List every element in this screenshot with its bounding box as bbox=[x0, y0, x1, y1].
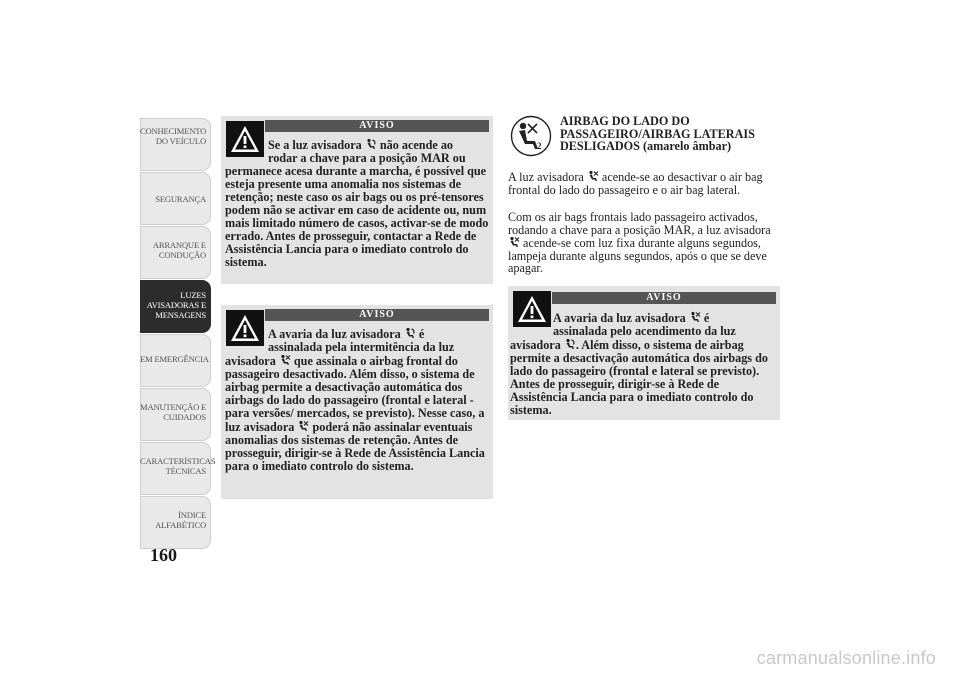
tab-label: TÉCNICAS bbox=[165, 466, 206, 476]
tab-label: CONHECIMENTO bbox=[140, 126, 207, 136]
title-line: PASSAGEIRO/AIRBAG LATERAIS bbox=[560, 126, 755, 141]
text: A avaria da luz avisadora bbox=[268, 327, 401, 341]
section-title bbox=[560, 115, 790, 153]
title-line: DESLIGADOS (amarelo âmbar) bbox=[560, 139, 732, 153]
passenger-airbag-off-lamp-icon bbox=[587, 170, 599, 182]
tab-label: SEGURANÇA bbox=[155, 194, 206, 204]
tab-conhecimento[interactable] bbox=[140, 118, 211, 171]
warning-text bbox=[510, 311, 778, 417]
warning-heading: AVISO bbox=[265, 309, 489, 321]
title-line: AIRBAG DO LADO DO bbox=[560, 114, 690, 128]
warning-heading: AVISO bbox=[265, 120, 489, 132]
page-number: 160 bbox=[150, 545, 177, 565]
text: é bbox=[703, 311, 710, 325]
tab-luzes-avisadoras[interactable] bbox=[140, 280, 211, 333]
text: é bbox=[418, 327, 425, 341]
tab-label: ALFABÉTICO bbox=[155, 520, 206, 530]
text: avisadora bbox=[510, 338, 561, 352]
text: Com os air bags frontais lado passageiro activados, rodando a chave para a posição MAR, a luz avisadora bbox=[508, 210, 771, 237]
paragraph-2 bbox=[508, 211, 783, 275]
text: assinalada pela intermitência da luz bbox=[268, 340, 455, 354]
airbag-warning-lamp-icon bbox=[404, 327, 416, 339]
tab-label: LUZES bbox=[180, 290, 206, 300]
icon-number: 2 bbox=[537, 141, 542, 151]
tab-label: MANUTENÇÃO E bbox=[140, 402, 207, 412]
tab-label: EM EMERGÊNCIA bbox=[140, 354, 209, 364]
text: . Além disso, o sistema de airbag permite a desactivação automática dos airbags do lado do passageiro (frontal e lateral se previsto). Antes de prosseguir, dirigir-se à Rede de Assistência Lancia para o imediato controlo do sistema. bbox=[510, 338, 768, 417]
passenger-airbag-off-lamp-icon bbox=[297, 420, 309, 432]
tab-label: MENSAGENS bbox=[155, 310, 206, 320]
passenger-airbag-off-lamp-icon bbox=[689, 311, 701, 323]
text: A luz avisadora bbox=[508, 170, 584, 184]
warning-box-3 bbox=[508, 286, 780, 420]
tab-label: ÍNDICE bbox=[178, 510, 206, 520]
tab-caracteristicas[interactable] bbox=[140, 442, 216, 495]
tab-arranque[interactable] bbox=[140, 226, 211, 279]
text: avisadora bbox=[225, 354, 276, 368]
tab-seguranca[interactable] bbox=[140, 172, 211, 225]
warning-text bbox=[225, 138, 491, 269]
text: poderá não assinalar eventuais anomalias dos sistemas de retenção. Antes de prosseguir, dirigir-se à Rede de Assistência Lancia para o imediato controlo do sistema. bbox=[225, 420, 485, 473]
text: rodar a chave para a posição MAR ou bbox=[268, 151, 466, 165]
airbag-warning-lamp-icon bbox=[365, 138, 377, 150]
warning-box-2 bbox=[221, 305, 493, 499]
airbag-warning-lamp-icon bbox=[564, 338, 576, 350]
warning-box-1 bbox=[221, 116, 493, 284]
warning-heading: AVISO bbox=[552, 292, 776, 304]
text: não acende ao bbox=[379, 138, 453, 152]
text: A avaria da luz avisadora bbox=[553, 311, 686, 325]
tab-label: CARACTERÍSTICAS bbox=[140, 456, 216, 466]
text: acende-se com luz fixa durante alguns segundos, lampeja durante alguns segundos, após o que se deve apagar. bbox=[508, 236, 767, 275]
text: que assinala o airbag frontal do passageiro desactivado. Além disso, o sistema de airbag permite a desactivação automática dos airbags do lado do passageiro (frontal e lateral - para versões/ mercados, se previsto). Nesse caso, a luz avisadora bbox=[225, 354, 485, 434]
tab-emergencia[interactable] bbox=[140, 334, 211, 387]
watermark: carmanualsonline.info bbox=[756, 648, 936, 668]
tab-label: CONDUÇÃO bbox=[158, 250, 206, 260]
chapter-tabs bbox=[140, 118, 216, 550]
text: assinalada pelo acendimento da luz bbox=[553, 324, 736, 338]
paragraph-1 bbox=[508, 170, 783, 196]
warning-text bbox=[225, 327, 491, 473]
tab-indice[interactable] bbox=[140, 496, 211, 549]
text: Se a luz avisadora bbox=[268, 138, 362, 152]
tab-label: CUIDADOS bbox=[163, 412, 206, 422]
tab-manutencao[interactable] bbox=[140, 388, 211, 441]
tab-label: DO VEÍCULO bbox=[155, 136, 206, 146]
passenger-airbag-off-header-icon bbox=[508, 115, 554, 157]
passenger-airbag-off-lamp-icon bbox=[279, 354, 291, 366]
text: acende-se ao desactivar o air bag frontal do lado do passageiro e o air bag lateral. bbox=[508, 170, 763, 197]
text: permanece acesa durante a marcha, é possível que esteja presente uma anomalia nos sistemas de retenção; neste caso os air bags ou os pré-tensores podem não se activar em caso de acidente ou, num mais limitado número de casos, activar-se de modo errado. Antes de prosseguir, contactar a Rede de Assistência Lancia para o imediato controlo do sistema. bbox=[225, 164, 489, 269]
tab-label: AVISADORAS E bbox=[146, 300, 206, 310]
passenger-airbag-off-lamp-icon bbox=[508, 236, 520, 248]
tab-label: ARRANQUE E bbox=[152, 240, 206, 250]
